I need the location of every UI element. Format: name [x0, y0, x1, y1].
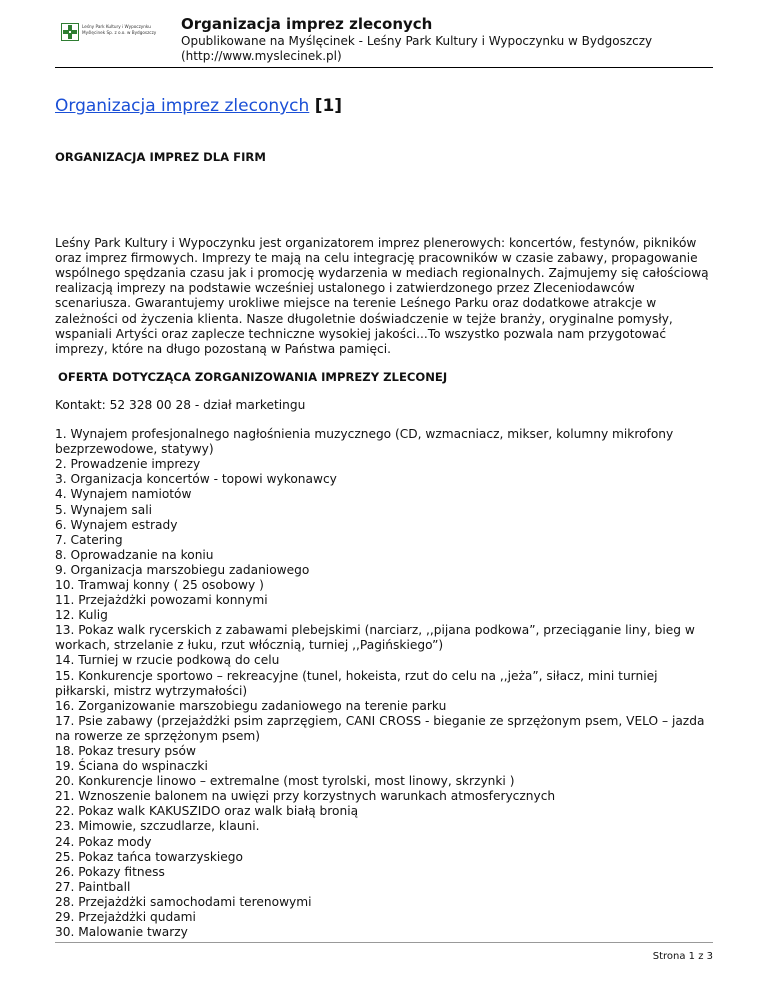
list-item: 18. Pokaz tresury psów — [55, 744, 196, 758]
article-title-ref: [1] — [314, 96, 343, 116]
list-item: 15. Konkurencje sportowo – rekreacyjne (tunel, hokeista, rzut do celu na ,,jeża”, siłacz, mini turniej piłkarski, mistrz wytrzymałości) — [55, 668, 658, 698]
list-item: 1. Wynajem profesjonalnego nagłośnienia muzycznego (CD, wzmacniacz, mikser, kolumny mikrofony bezprzewodowe, statywy) — [55, 427, 674, 457]
list-item: 6. Wynajem estrady — [55, 517, 178, 532]
list-item: 17. Psie zabawy (przejażdżki psim zaprzęgiem, CANI CROSS - bieganie ze sprzężonym psem, VELO – jazda na rowerze ze sprzężonym psem) — [55, 713, 705, 743]
header-subtitle: Opublikowane na Myślęcinek - Leśny Park Kultury i Wypoczynku w Bydgoszczy (http://www.myslecinek.pl) — [181, 34, 653, 63]
article-content — [55, 80, 713, 940]
list-item: 25. Pokaz tańca towarzyskiego — [55, 849, 244, 864]
list-item: 29. Przejażdżki qudami — [55, 910, 196, 925]
list-item: 8. Oprowadzanie na koniu — [55, 547, 214, 562]
list-item: 19. Ściana do wspinaczki — [55, 759, 208, 774]
list-item: 14. Turniej w rzucie podkową do celu — [55, 653, 280, 668]
list-item: 3. Organizacja koncertów - topowi wykonawcy — [55, 472, 337, 487]
list-item: 10. Tramwaj konny ( 25 osobowy ) — [55, 577, 264, 592]
list-item: 22. Pokaz walk KAKUSZIDO oraz walk białą bronią — [55, 804, 359, 819]
list-item: 16. Zorganizowanie marszobiegu zadaniowego na terenie parku — [55, 698, 447, 713]
list-item: 24. Pokaz mody — [55, 834, 152, 849]
contact-line: Kontakt: 52 328 00 28 - dział marketingu — [55, 397, 306, 412]
list-item: 5. Wynajem sali — [55, 502, 152, 517]
list-item: 30. Malowanie twarzy — [55, 925, 188, 940]
list-item: 26. Pokazy fitness — [55, 864, 165, 879]
list-item: 12. Kulig — [55, 608, 108, 623]
logo-mark-icon — [61, 23, 79, 41]
section-heading-offer: OFERTA DOTYCZĄCA ZORGANIZOWANIA IMPREZY ZLECONEJ — [58, 369, 448, 384]
article-title — [55, 95, 713, 117]
list-item: 11. Przejażdżki powozami konnymi — [55, 593, 268, 608]
page-number: Strona 1 z 3 — [652, 951, 713, 962]
list-item: 13. Pokaz walk rycerskich z zabawami plebejskimi (narciarz, ,,pijana podkowa”, przeciąganie liny, bieg w workach, strzelanie z łuku, rzut włócznią, turniej ,,Pagińskiego”) — [55, 623, 695, 653]
article-title-link[interactable]: Organizacja imprez zleconych — [55, 96, 310, 116]
list-item: 27. Paintball — [55, 879, 131, 894]
page-footer — [55, 942, 713, 962]
header-title: Organizacja imprez zleconych — [181, 15, 433, 33]
list-item: 23. Mimowie, szczudlarze, klauni. — [55, 819, 260, 834]
list-item: 2. Prowadzenie imprezy — [55, 457, 201, 472]
list-item: 9. Organizacja marszobiegu zadaniowego — [55, 562, 310, 577]
list-item: 28. Przejażdżki samochodami terenowymi — [55, 894, 312, 909]
section-heading-firms: ORGANIZACJA IMPREZ DLA FIRM — [55, 150, 266, 164]
page-header — [55, 13, 713, 68]
list-item: 4. Wynajem namiotów — [55, 487, 192, 502]
logo-text: Leśny Park Kultury i Wypoczynku Myślęcinek Sp. z o.o. w Bydgoszczy — [82, 24, 157, 35]
list-item: 7. Catering — [55, 532, 123, 547]
list-item: 21. Wznoszenie balonem na uwięzi przy korzystnych warunkach atmosferycznych — [55, 789, 556, 804]
intro-paragraph: Leśny Park Kultury i Wypoczynku jest organizatorem imprez plenerowych: koncertów, festynów, pikników oraz imprez firmowych. Imprezy te mają na celu integrację pracowników w czasie zabawy, propagowanie wspólnego spędzania czasu jak i promocję wydarzenia w mediach regionalnych. Zajmujemy się całościową realizacją imprezy na podstawie wcześniej ustalonego i zatwierdzonego przez Zleceniodawców scenariusza. Gwarantujemy urokliwe miejsce na terenie Leśnego Parku oraz dodatkowe atrakcje w zależności od życzenia klienta. Nasze długoletnie doświadczenie w tejże branży, oryginalne pomysły, wspaniali Artyści oraz zaplecze techniczne wysokiej jakości...To wszystko pozwala nam przygotować imprezy, które na długo pozostaną w Państwa pamięci. — [55, 236, 709, 356]
park-logo — [61, 21, 171, 55]
list-item: 20. Konkurencje linowo – extremalne (most tyrolski, most linowy, skrzynki ) — [55, 774, 515, 789]
offer-list — [55, 427, 713, 940]
